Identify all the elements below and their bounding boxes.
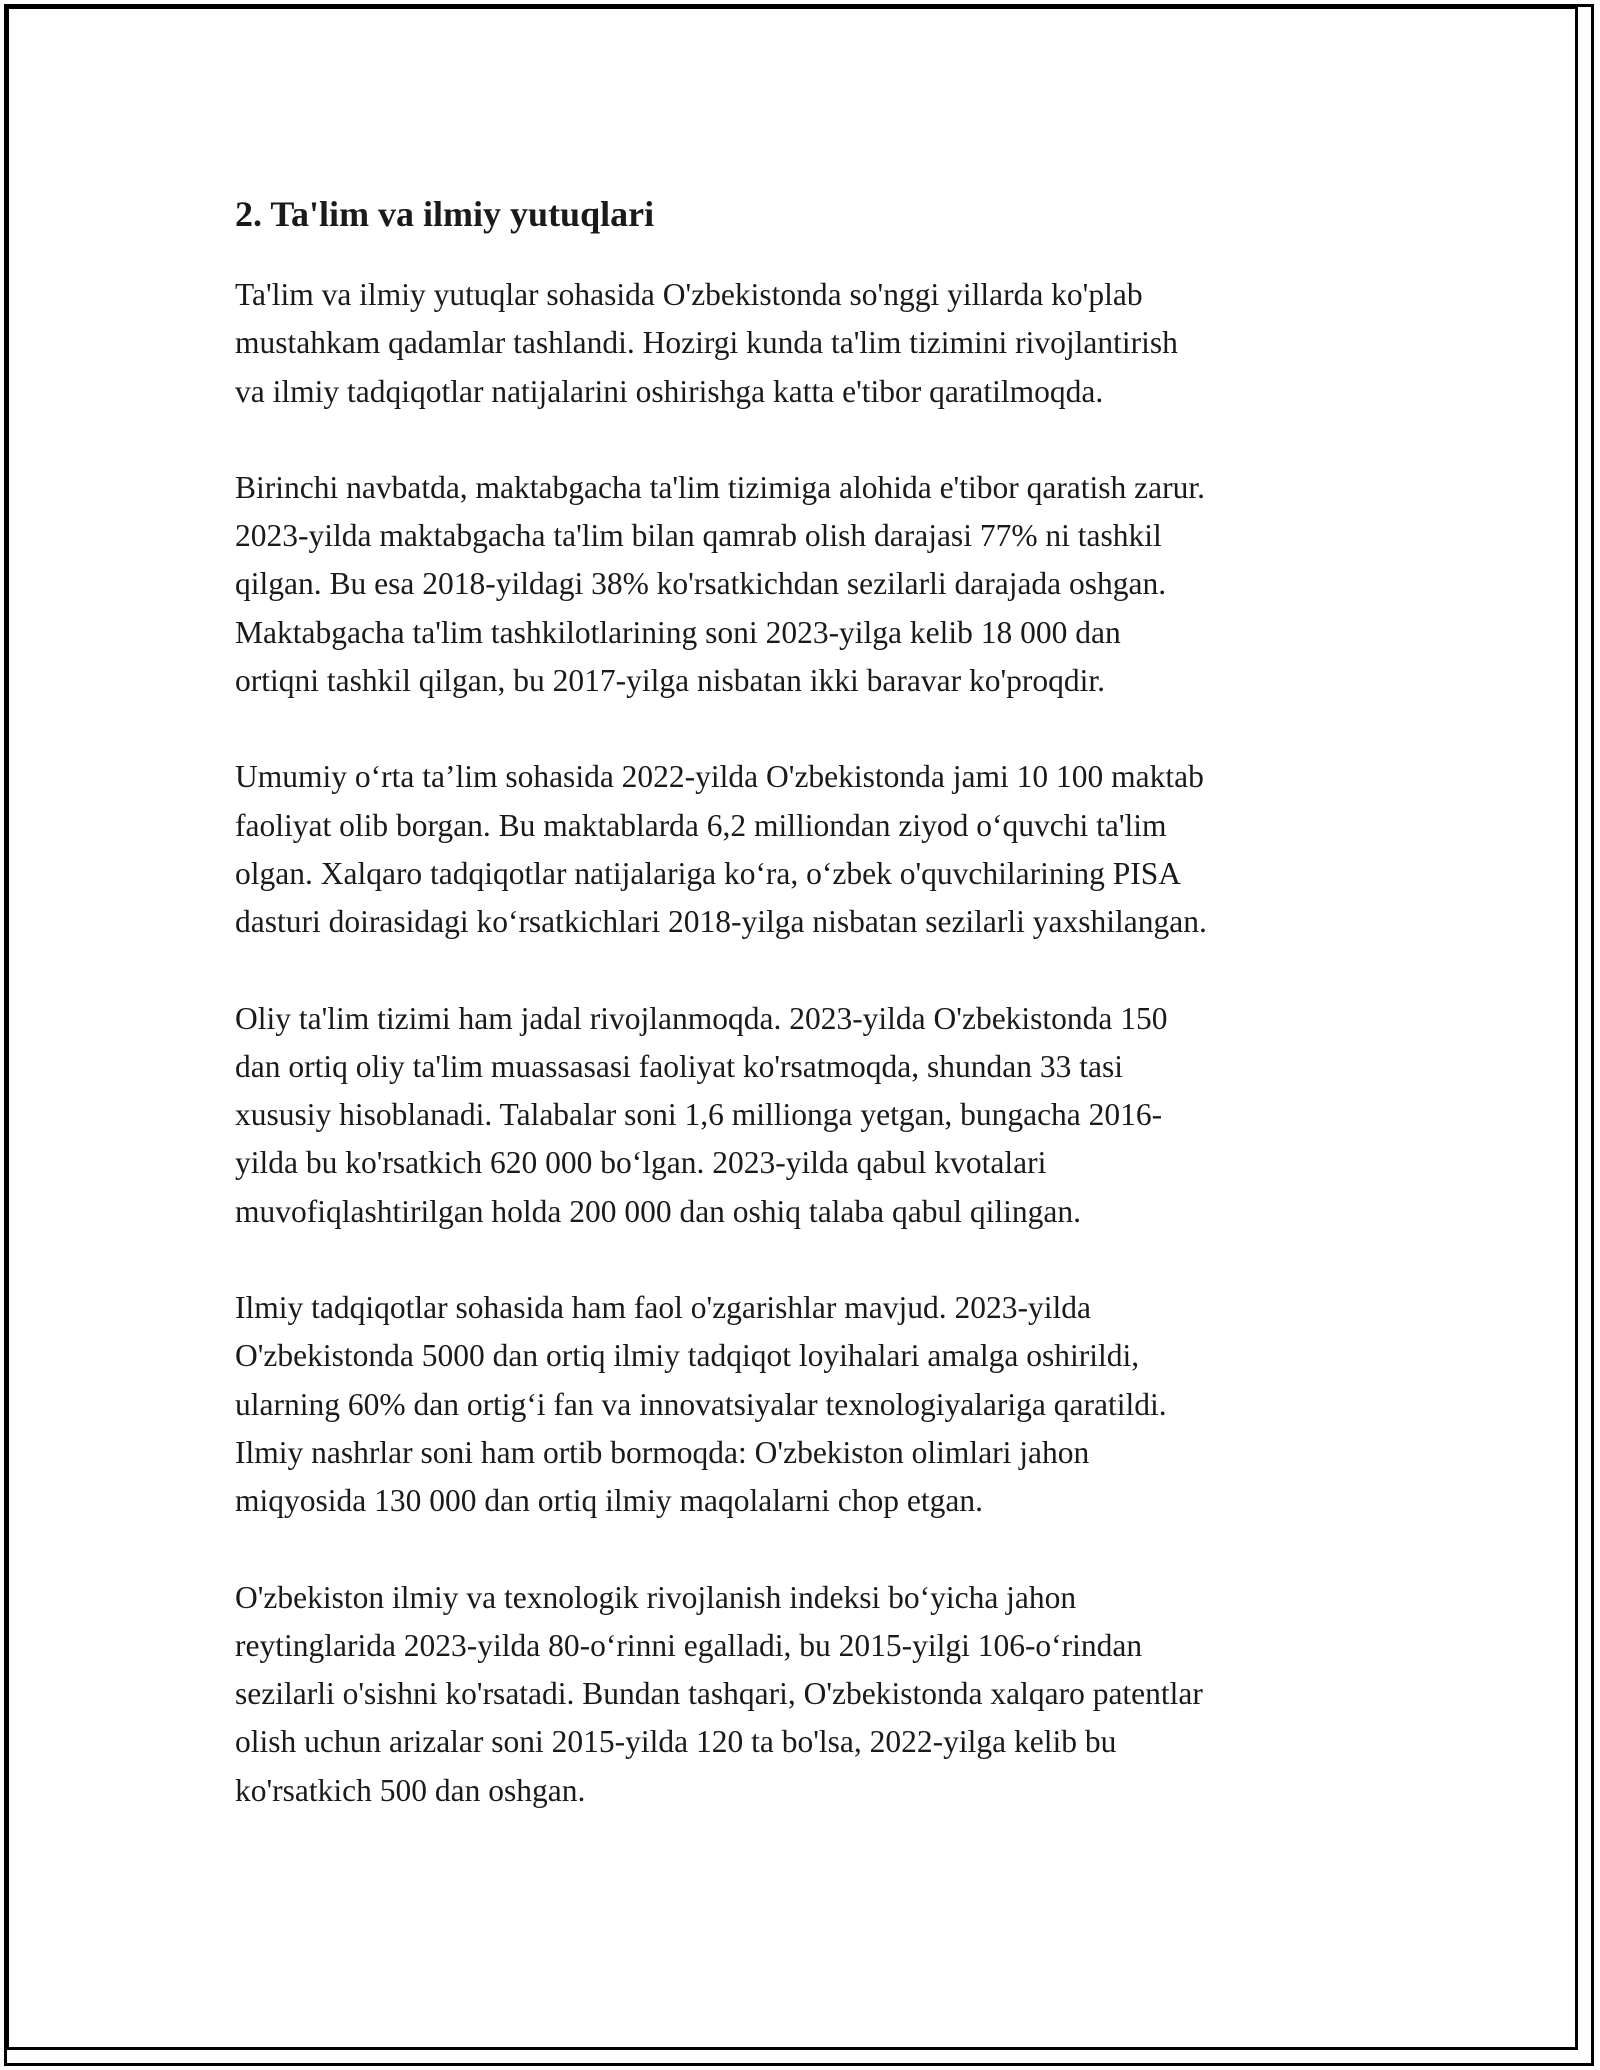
text-line: Oliy ta'lim tizimi ham jadal rivojlanmoqda. 2023-yilda O'zbekistonda 150 (235, 1000, 1168, 1036)
paragraph-higher-education (235, 995, 1375, 1236)
text-line: O'zbekiston ilmiy va texnologik rivojlanish indeksi bo‘yicha jahon (235, 1579, 1077, 1615)
paragraph-preschool (235, 464, 1375, 705)
text-line: ko'rsatkich 500 dan oshgan. (235, 1772, 586, 1808)
section-heading: 2. Ta'lim va ilmiy yutuqlari (235, 194, 655, 234)
text-line: mustahkam qadamlar tashlandi. Hozirgi kunda ta'lim tizimini rivojlantirish (235, 325, 1178, 361)
text-line: ortiqni tashkil qilgan, bu 2017-yilga nisbatan ikki baravar ko'proqdir. (235, 663, 1106, 699)
text-line: qilgan. Bu esa 2018-yildagi 38% ko'rsatkichdan sezilarli darajada oshgan. (235, 566, 1167, 602)
text-line: Ilmiy tadqiqotlar sohasida ham faol o'zgarishlar mavjud. 2023-yilda (235, 1290, 1091, 1326)
text-line: olgan. Xalqaro tadqiqotlar natijalariga ko‘ra, o‘zbek o'quvchilarining PISA (235, 855, 1182, 891)
text-line: va ilmiy tadqiqotlar natijalarini oshirishga katta e'tibor qaratilmoqda. (235, 373, 1104, 409)
text-line: O'zbekistonda 5000 dan ortiq ilmiy tadqiqot loyihalari amalga oshirildi, (235, 1338, 1140, 1374)
text-line: Birinchi navbatda, maktabgacha ta'lim tizimiga alohida e'tibor qaratish zarur. (235, 469, 1206, 505)
paragraph-secondary-education (235, 753, 1375, 946)
text-line: xususiy hisoblanadi. Talabalar soni 1,6 millionga yetgan, bungacha 2016- (235, 1097, 1163, 1133)
text-line: sezilarli o'sishni ko'rsatadi. Bundan tashqari, O'zbekistonda xalqaro patentlar (235, 1676, 1203, 1712)
paragraph-intro (235, 271, 1375, 416)
text-line: reytinglarida 2023-yilda 80-o‘rinni egalladi, bu 2015-yilgi 106-o‘rindan (235, 1627, 1143, 1663)
text-line: dan ortiq oliy ta'lim muassasasi faoliyat ko'rsatmoqda, shundan 33 tasi (235, 1048, 1123, 1084)
document-page (235, 185, 1375, 1863)
text-line: olish uchun arizalar soni 2015-yilda 120 ta bo'lsa, 2022-yilga kelib bu (235, 1724, 1117, 1760)
text-line: miqyosida 130 000 dan ortiq ilmiy maqolalarni chop etgan. (235, 1483, 983, 1519)
text-line: 2023-yilda maktabgacha ta'lim bilan qamrab olish darajasi 77% ni tashkil (235, 518, 1162, 554)
text-line: ularning 60% dan ortig‘i fan va innovatsiyalar texnologiyalariga qaratildi. (235, 1386, 1167, 1422)
paragraph-research (235, 1284, 1375, 1525)
text-line: Maktabgacha ta'lim tashkilotlarining soni 2023-yilga kelib 18 000 dan (235, 614, 1121, 650)
text-line: yilda bu ko'rsatkich 620 000 bo‘lgan. 2023-yilda qabul kvotalari (235, 1145, 1047, 1181)
text-line: muvofiqlashtirilgan holda 200 000 dan oshiq talaba qabul qilingan. (235, 1193, 1081, 1229)
text-line: Ta'lim va ilmiy yutuqlar sohasida O'zbekistonda so'nggi yillarda ko'plab (235, 277, 1143, 312)
text-line: dasturi doirasidagi ko‘rsatkichlari 2018-yilga nisbatan sezilarli yaxshilangan. (235, 904, 1207, 940)
text-line: faoliyat olib borgan. Bu maktablarda 6,2 milliondan ziyod o‘quvchi ta'lim (235, 807, 1167, 843)
paragraph-innovation-index (235, 1574, 1375, 1815)
text-line: Umumiy o‘rta ta’lim sohasida 2022-yilda O'zbekistonda jami 10 100 maktab (235, 759, 1204, 795)
text-line: Ilmiy nashrlar soni ham ortib bormoqda: O'zbekiston olimlari jahon (235, 1434, 1090, 1470)
